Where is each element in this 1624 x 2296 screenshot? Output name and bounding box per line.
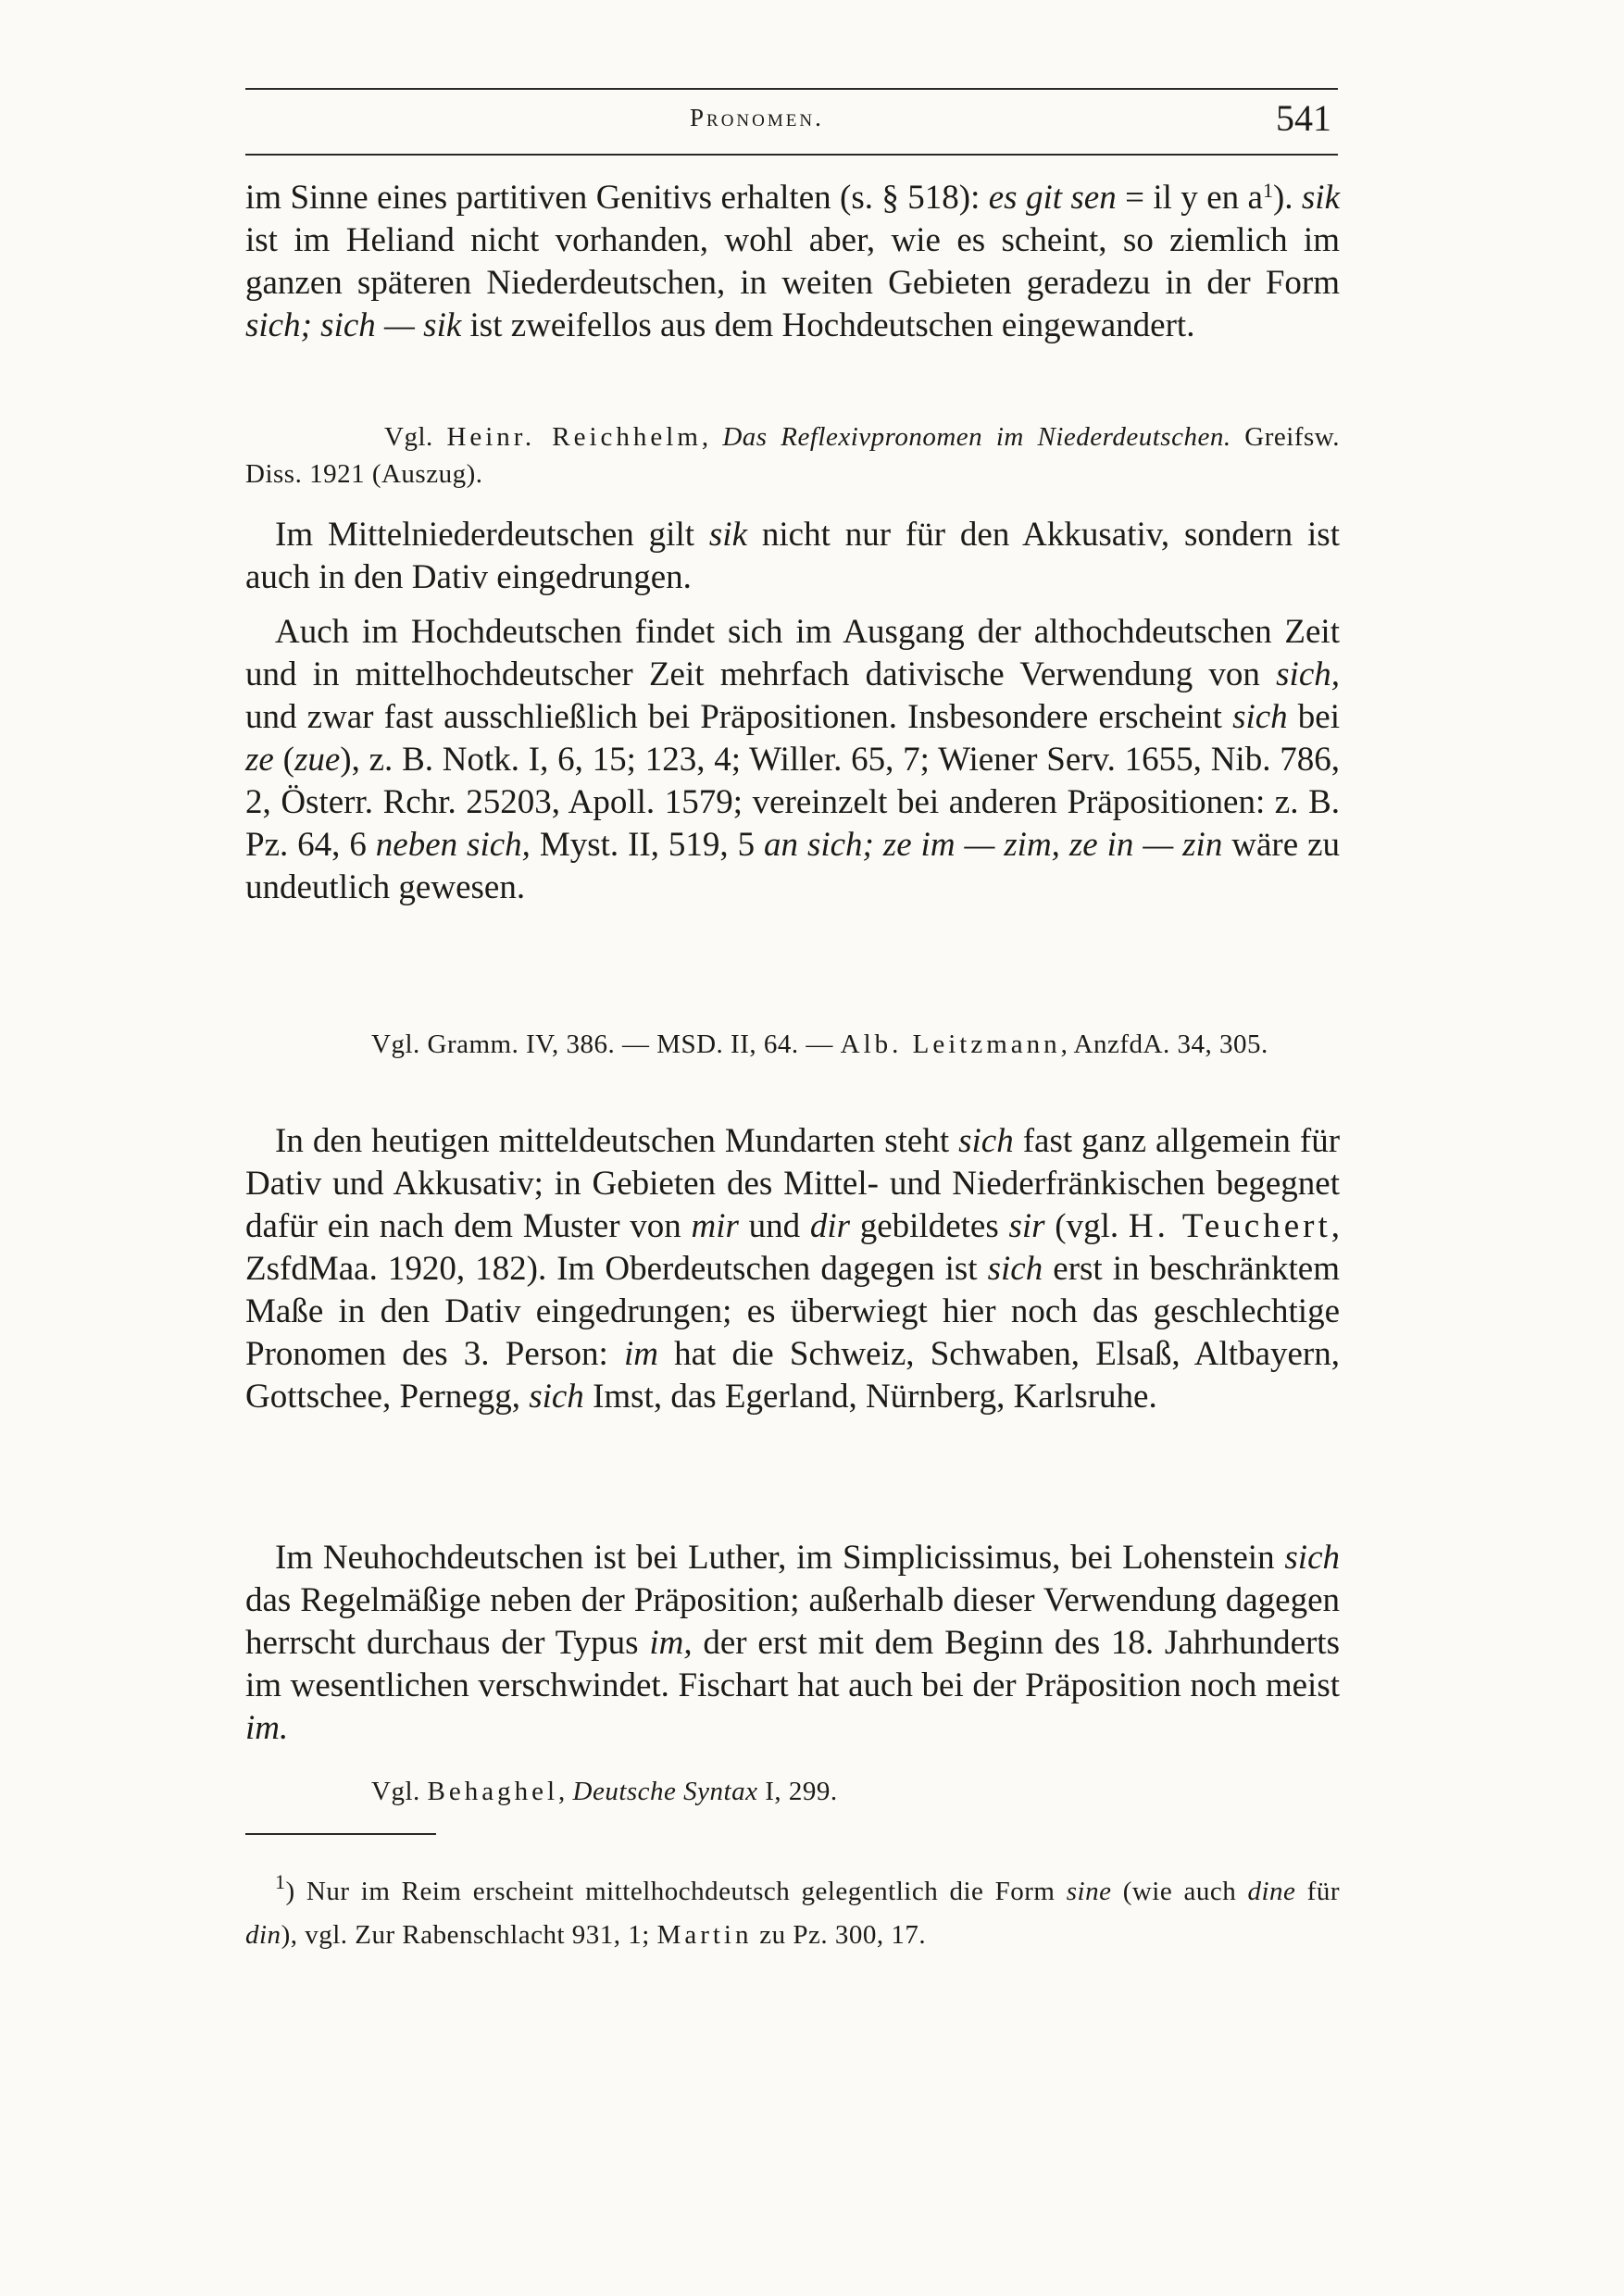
text-run: fast ganz allgemein für Dativ und Akkusativ; in Gebieten des Mittel- und Niederfränkischen begegnet dafür ein nach dem Muster von (245, 1122, 1341, 1245)
reference-1 (245, 418, 1340, 493)
paragraph-2 (245, 514, 1340, 599)
text-run: ) Nur im Reim erscheint mittelhochdeutsch gelegentlich die Form (285, 1877, 1067, 1906)
text-run: (vgl. (1044, 1207, 1129, 1245)
text-run: und zwar fast ausschließlich bei Präpositionen. Insbesondere erscheint (245, 698, 1233, 736)
footnote-marker: 1 (275, 1870, 286, 1893)
author-name: Alb. Leitzmann (840, 1029, 1061, 1059)
italic-run: ze (245, 741, 274, 779)
text-run: der erst mit dem Beginn des 18. Jahrhunderts im wesentlichen verschwindet. Fischart hat auch bei der Präposition noch meist (245, 1624, 1340, 1704)
text-run: Greifsw. Diss. 1921 (Auszug). (245, 422, 1341, 489)
paragraph-1 (245, 177, 1340, 347)
text-run: = il y en a (1116, 179, 1263, 217)
text-run: bei (1287, 698, 1340, 736)
paragraph-5 (245, 1537, 1340, 1750)
text-run: , AnzfdA. 34, 305. (1060, 1029, 1268, 1059)
italic-run: mir (691, 1207, 739, 1245)
text-run: nicht nur für den Akkusativ, sondern ist auch in den Dativ eingedrungen. (245, 516, 1340, 596)
text-run: erst in beschränktem Maße in den Dativ eingedrungen; es überwiegt hier noch das geschlechtige Pronomen des 3. Person: (245, 1250, 1341, 1373)
reference-3 (245, 1773, 1340, 1810)
italic-run: dine (1247, 1877, 1296, 1906)
italic-run: sich (987, 1250, 1043, 1288)
text-run: , (701, 422, 723, 452)
text-run: das Regelmäßige neben der Präposition; außerhalb dieser Verwendung dagegen herrscht durchaus der Typus (245, 1581, 1340, 1662)
italic-run: sich (529, 1378, 584, 1416)
italic-run: sine (1066, 1877, 1112, 1906)
italic-run: sich (958, 1122, 1014, 1160)
italic-run: sich (1284, 1539, 1340, 1577)
italic-run: im (623, 1335, 658, 1373)
italic-run: din (245, 1920, 281, 1950)
italic-run: sik (708, 516, 747, 554)
header-bottom-rule (245, 154, 1338, 156)
author-name: Martin (656, 1920, 753, 1950)
reference-2 (245, 1026, 1340, 1063)
italic-run: zue (294, 741, 341, 779)
text-run: ist zweifellos aus dem Hochdeutschen eingewandert. (461, 306, 1195, 344)
text-run: ). (1272, 179, 1302, 217)
italic-run: sich (1232, 698, 1288, 736)
text-run: ), vgl. Zur Rabenschlacht 931, 1; (281, 1920, 657, 1950)
paragraph-3 (245, 611, 1340, 909)
footnote-rule (245, 1833, 436, 1835)
text-run: , ZsfdMaa. 1920, 182). Im Oberdeutschen dagegen ist (245, 1207, 1341, 1288)
text-run: (wie auch (1111, 1877, 1248, 1906)
header-top-rule (245, 88, 1338, 90)
italic-run: Das Reflexivpronomen im Niederdeutschen. (722, 422, 1231, 452)
running-title: Pronomen. (690, 104, 824, 131)
text-run: zu Pz. 300, 17. (752, 1920, 927, 1950)
text-run: hat die Schweiz, Schwaben, Elsaß, Altbayern, Gottschee, Pernegg, (245, 1335, 1340, 1416)
text-run: ist im Heliand nicht vorhanden, wohl aber, wie es scheint, so ziemlich im ganzen späteren Niederdeutschen, in weiten Gebieten geradezu in der Form (245, 221, 1340, 302)
paragraph-4 (245, 1120, 1340, 1418)
text-run: ( (273, 741, 294, 779)
text-run: In den heutigen mitteldeutschen Mundarten steht (275, 1122, 959, 1160)
text-run: , (558, 1777, 573, 1806)
page-number: 541 (1276, 97, 1331, 139)
author-name: Heinr. Reichhelm (446, 422, 702, 452)
footnote-ref: 1 (1262, 179, 1273, 202)
author-name: Behaghel (427, 1777, 559, 1806)
text-run: für (1295, 1877, 1340, 1906)
text-run: Vgl. (384, 422, 447, 452)
text-run: Auch im Hochdeutschen findet sich im Ausgang der althochdeutschen Zeit und in mittelhochdeutscher Zeit mehrfach dativische Verwendung von (245, 613, 1340, 693)
text-run: ), z. B. Notk. I, 6, 15; 123, 4; Willer. 65, 7; Wiener Serv. 1655, Nib. 786, 2, Österr. Rchr. 25203, Apoll. 1579; vereinzelt bei anderen Präpositionen: z. B. Pz. 64, 6 (245, 741, 1340, 864)
text-run: Imst, das Egerland, Nürnberg, Karlsruhe. (583, 1378, 1157, 1416)
text-run: Im Neuhochdeutschen ist bei Luther, im Simplicissimus, bei Lohenstein (275, 1539, 1285, 1577)
text-run: Vgl. Gramm. IV, 386. — MSD. II, 64. — (371, 1029, 841, 1059)
italic-run: sik (1301, 179, 1341, 217)
text-run: Im Mittelniederdeutschen gilt (275, 516, 709, 554)
text-run: Myst. II, 519, 5 (530, 826, 765, 864)
italic-run: neben sich, (375, 826, 531, 864)
text-run: wäre zu undeutlich gewesen. (245, 826, 1340, 906)
italic-run: sich; sich — sik (245, 306, 462, 344)
italic-run: im, (649, 1624, 693, 1662)
italic-run: Deutsche Syntax (572, 1777, 758, 1806)
text-run: I, 299. (757, 1777, 838, 1806)
text-run: gebildetes (850, 1207, 1009, 1245)
footnote (245, 1870, 1340, 1957)
italic-run: dir (809, 1207, 851, 1245)
italic-run: sir (1008, 1207, 1045, 1245)
text-run: im Sinne eines partitiven Genitivs erhalten (s. § 518): (245, 179, 989, 217)
italic-run: im. (245, 1709, 289, 1747)
italic-run: an sich; ze im — zim, ze in — zin (764, 826, 1223, 864)
text-run: Vgl. (371, 1777, 428, 1806)
author-name: H. Teuchert (1128, 1207, 1331, 1245)
italic-run: es git sen (988, 179, 1117, 217)
text-run: und (738, 1207, 810, 1245)
italic-run: sich, (1276, 655, 1340, 693)
